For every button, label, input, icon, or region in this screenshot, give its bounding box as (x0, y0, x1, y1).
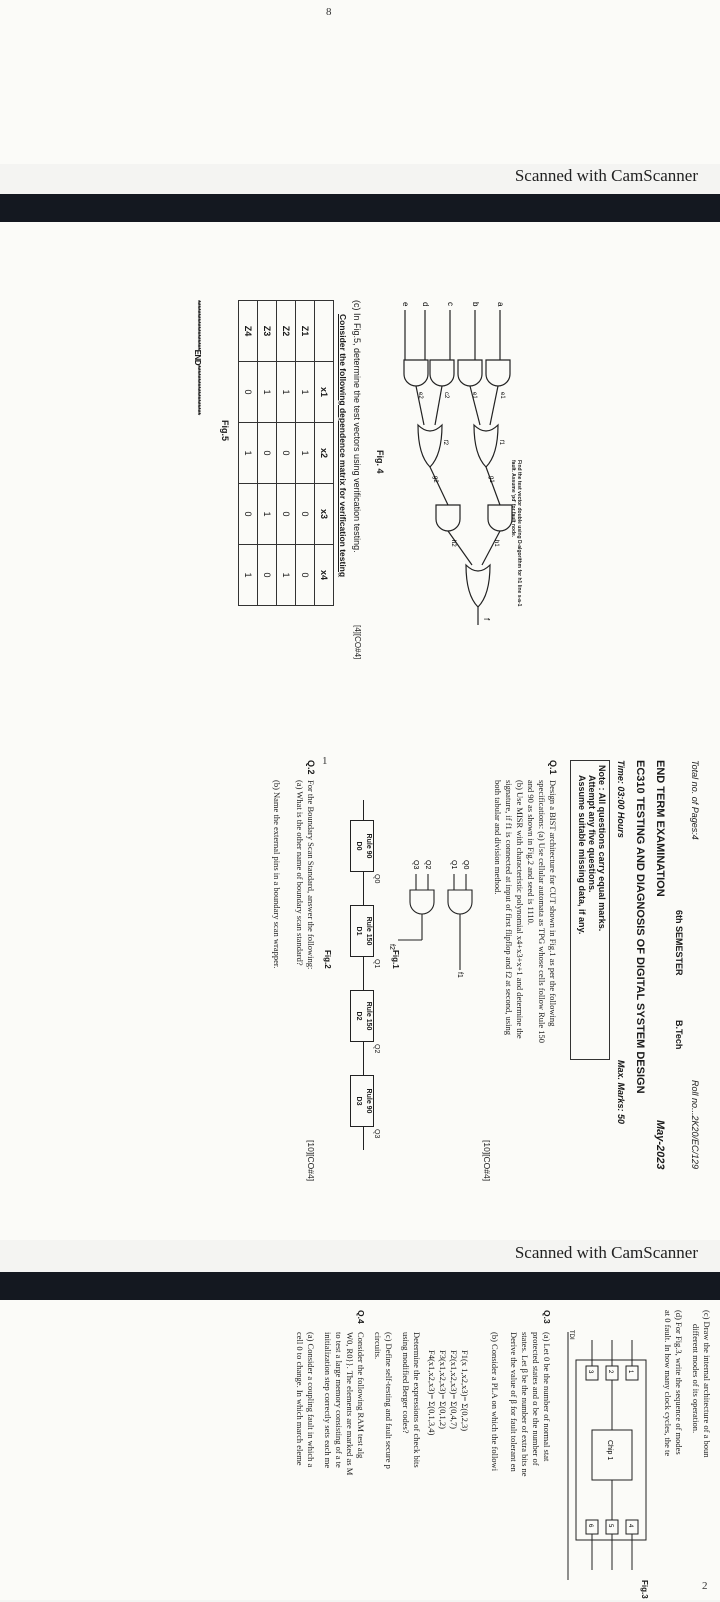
fig2-cell-q: Q0 (373, 874, 380, 884)
fig4-input-b: b (471, 302, 480, 307)
fig4-label-e1b: e1 (471, 392, 477, 399)
time: Time: 03:00 Hours (616, 760, 626, 838)
table-cell: 1 (258, 362, 277, 423)
fig1-input-q2: Q2 (424, 860, 431, 870)
exam-title: END TERM EXAMINATION (654, 760, 666, 897)
fig4-input-d: d (421, 302, 430, 307)
fig1-input-q1: Q1 (450, 860, 457, 870)
q3b-tail-line: using modified Berger codes? (401, 1332, 411, 1434)
scan-separator-bar-2 (0, 1272, 720, 1300)
fig2-cell-q: Q2 (373, 1044, 380, 1054)
fig2-cell-d: D0 (355, 841, 362, 851)
fig4-label-f2: f2 (442, 440, 448, 446)
table-row (239, 301, 258, 606)
scan-separator-bar (0, 194, 720, 222)
fig2-cellular-automata (336, 800, 380, 1160)
table-cell: Z3 (258, 301, 277, 362)
fig2-cell-rule: Rule 150 (365, 1001, 372, 1031)
degree: B.Tech (674, 1020, 684, 1050)
q3a-text (508, 1332, 552, 1602)
fig2-cell-rule: Rule 90 (365, 833, 372, 859)
pla-function: F2(x1,x2,x3)= Σ(0,4,7) (449, 1350, 459, 1429)
semester: 6th SEMESTER (674, 910, 684, 976)
note-box (570, 760, 610, 1060)
q1-text (492, 780, 558, 1200)
course-title: EC310 TESTING AND DIAGNOSIS OF DIGITAL SYSTEM DESIGN (634, 760, 646, 1094)
q1-line: specifications: (a) Use cellular automata as TPG whose cells follow Rule 150 (537, 780, 547, 1044)
note-line: Note : All questions carry equal marks. (597, 765, 607, 932)
q3c-text (372, 1332, 394, 1469)
pla-function: F1(x 1,x2,x3)= Σ(0,2,3) (460, 1350, 470, 1432)
table-header-cell: x1 (315, 362, 334, 423)
d-line: at 0 fault. In how many clock cycles, the te (663, 1310, 673, 1457)
fig4-input-e: e (401, 302, 410, 307)
fig2-caption: Fig.2 (323, 950, 332, 969)
fig4-label-e1a: e1 (499, 392, 505, 399)
table-header-cell (315, 301, 334, 362)
fig4-label-g1: g1 (488, 476, 494, 483)
q4a-line: cell 0 to change. In which march eleme (295, 1332, 305, 1466)
fig2-cell-rule: Rule 150 (365, 916, 372, 946)
table-header-cell: x2 (315, 423, 334, 484)
table-row (258, 301, 277, 606)
q4-line: W0, R0}}. The elements are marked as M (345, 1332, 355, 1476)
table-header-cell: x4 (315, 545, 334, 606)
table-header-cell: x3 (315, 484, 334, 545)
q2-label: Q.2 (306, 760, 316, 775)
q2-line: For the Boundary Scan Standard, answer the following: (306, 780, 316, 970)
d-line: (d) For Fig.3, write the sequence of modes (674, 1310, 684, 1455)
pla-function: F4(x1,x2,x3)= Σ(0,1,3,4) (427, 1350, 437, 1436)
q3-label: Q.3 (542, 1310, 552, 1324)
fig3-cell-2: 2 (607, 1370, 613, 1374)
q1-label: Q.1 (548, 760, 558, 775)
c-line: (c) Draw the internal architecture of a boun (702, 1310, 712, 1458)
q1-line: signature, if f1 is connected at input of first flipflop and f2 at second, using (504, 780, 514, 1035)
fig4-label-h2: h2 (450, 540, 456, 547)
table-cell: 0 (277, 423, 296, 484)
q1-line: (b) Use MISR with characteristic polynomial x4+x3+x+1 and determine the (515, 780, 525, 1039)
fig3-cell-4: 4 (627, 1524, 633, 1528)
camscanner-watermark-2: Scanned with CamScanner (514, 1243, 698, 1262)
c-line: different modes of its operation. (691, 1324, 701, 1434)
roll-number: Roll no...2K20/EC/129 (690, 1080, 700, 1170)
fig4-label-c2: c2 (443, 392, 449, 399)
table-cell: Z2 (277, 301, 296, 362)
fig1-output-f1: f1 (456, 972, 463, 978)
q2-line: (a) What is the other name of boundary scan standard? (295, 780, 305, 966)
q4-label: Q.4 (356, 1310, 366, 1324)
end-line: *******************END******************* (193, 300, 202, 415)
fig4-caption: Fig. 4 (375, 450, 385, 474)
table-cell: Z1 (296, 301, 315, 362)
fig4-output-f: f (482, 618, 491, 621)
table-cell: 0 (296, 545, 315, 606)
pla-functions (426, 1350, 470, 1435)
fig1-input-q3: Q3 (412, 860, 419, 870)
fig4-input-a: a (496, 302, 505, 307)
q-c-marks: [4][CO#4] (353, 625, 362, 660)
q3c-line: (c) Define self-testing and fault secure p (384, 1332, 394, 1469)
q4a-text (294, 1332, 316, 1602)
fig3-cell-3: 3 (587, 1370, 593, 1374)
fig4-circuit (390, 300, 520, 630)
fig2-cell-q: Q1 (373, 959, 380, 969)
table-cell: 1 (239, 545, 258, 606)
table-cell: 1 (296, 423, 315, 484)
table-row (296, 301, 315, 606)
note-line: Attempt any five questions. (587, 775, 597, 893)
table-cell: 0 (239, 484, 258, 545)
fig4-note: Find the test vector double using D-algorithm for h1 line s-a-1 fault. Assume 'pd' for fault node. (510, 460, 522, 607)
fig4-label-g2: g2 (432, 476, 438, 483)
total-pages: Total no. of Pages:4 (690, 760, 700, 840)
fig2-cell-d: D1 (355, 926, 362, 936)
q3b-tail (400, 1332, 422, 1468)
table-cell: 1 (258, 484, 277, 545)
max-marks: Max. Marks: 50 (616, 1060, 626, 1125)
q3c-line: circuits. (373, 1332, 383, 1360)
fig4-label-f1: f1 (498, 440, 504, 446)
fig5-caption: Fig.5 (220, 420, 230, 442)
page-number-middle: 1 (322, 755, 328, 767)
table-cell: 1 (277, 362, 296, 423)
fig1-output-f2: f2 (388, 944, 395, 950)
table-cell: 1 (239, 423, 258, 484)
fig2-cell (350, 990, 374, 1042)
q3a-line: protected states and α be the number of (531, 1332, 541, 1466)
fig3-cell-6: 6 (587, 1524, 593, 1528)
fig1-circuit (388, 860, 478, 1040)
q2-text (294, 780, 316, 1140)
q4a-line: (a) Consider a coupling fault in which a (306, 1332, 316, 1468)
q4-line: initialization step correctly sets each me (323, 1332, 333, 1469)
fig4-label-h1: h1 (493, 540, 499, 547)
page8-rotated-content (140, 300, 520, 680)
fig1-input-q0: Q0 (462, 860, 469, 870)
note-line: Assume suitable missing data, if any. (577, 775, 587, 935)
q3a-line: (a) Let 0 be the number of normal stat (542, 1332, 552, 1462)
q2b-text: (b) Name the external pins in a boundary scan wrapper. (272, 780, 282, 969)
page2-rotated-content-lower (170, 1310, 470, 1600)
page-number-bottom: 2 (702, 1580, 708, 1592)
exam-date: May-2023 (654, 1120, 666, 1170)
fig1-caption: Fig.1 (391, 950, 400, 969)
q4-text (322, 1332, 366, 1602)
table-cell: 0 (296, 484, 315, 545)
q-c-text: (c) In Fig.5, determine the test vectors using verification testing. (352, 300, 362, 553)
fig2-cell-q: Q3 (373, 1129, 380, 1139)
page1-rotated-content (60, 760, 700, 1230)
fig2-cell-rule: Rule 90 (365, 1088, 372, 1114)
fig2-cell (350, 1075, 374, 1127)
q1-line: both tabular and division method. (493, 780, 503, 895)
fig3-caption: Fig.3 (640, 1580, 649, 1599)
fig3-cell-5: 5 (607, 1524, 613, 1528)
fig4-input-c: c (446, 302, 455, 306)
fig2-cell (350, 820, 374, 872)
table-cell: Z4 (239, 301, 258, 362)
scan-page-8 (0, 0, 720, 164)
q3a-line: Derive the value of β for fault tolerant en (509, 1332, 519, 1472)
fig3-boundary-scan (562, 1330, 652, 1590)
q3a-line: states. Let β be the number of extra bits ne (520, 1332, 530, 1477)
fig2-cell-d: D2 (355, 1011, 362, 1021)
fig3-cell-1: 1 (627, 1370, 633, 1374)
q4-line: to test a large memory consisting of a te (334, 1332, 344, 1468)
fig3-chip-label: Chip 1 (606, 1440, 613, 1461)
table-cell: 0 (258, 545, 277, 606)
table-cell: 0 (258, 423, 277, 484)
q3b-text: (b) Consider a PLA on which the followi (490, 1332, 500, 1472)
table-cell: 1 (296, 362, 315, 423)
q4-line: Consider the following RAM test alg (356, 1332, 366, 1459)
table-row (277, 301, 296, 606)
fig3-tdi-label: TDI (568, 1330, 574, 1340)
page-number-top: 8 (326, 6, 332, 18)
q1-line: Design a BIST architecture for CUT shown in Fig.1 as per the following (548, 780, 558, 1027)
q1-line: and 90 as shown in Fig.2 and seed is 1110. (526, 780, 536, 926)
fig2-cell-d: D3 (355, 1096, 362, 1106)
table-cell: 1 (277, 545, 296, 606)
q-c-draw (690, 1310, 712, 1600)
fig5-dependence-matrix (238, 300, 334, 606)
table-header-row (315, 301, 334, 606)
camscanner-watermark-1: Scanned with CamScanner (514, 166, 698, 185)
q-d-fig3 (662, 1310, 684, 1600)
q3b-tail-line: Determine the expressions of check bits (412, 1332, 422, 1468)
fig4-label-e2: e2 (417, 392, 423, 399)
fig2-cell (350, 905, 374, 957)
table-cell: 0 (239, 362, 258, 423)
q1-marks: [10][CO#4] (482, 1140, 492, 1182)
q2-marks: [10][CO#4] (306, 1140, 316, 1182)
pla-function: F3(x1,x2,x3)= Σ(0,1,2) (438, 1350, 448, 1429)
table-cell: 0 (277, 484, 296, 545)
q-c-subtitle: Consider the following dependence matrix for verification testing (338, 314, 348, 578)
